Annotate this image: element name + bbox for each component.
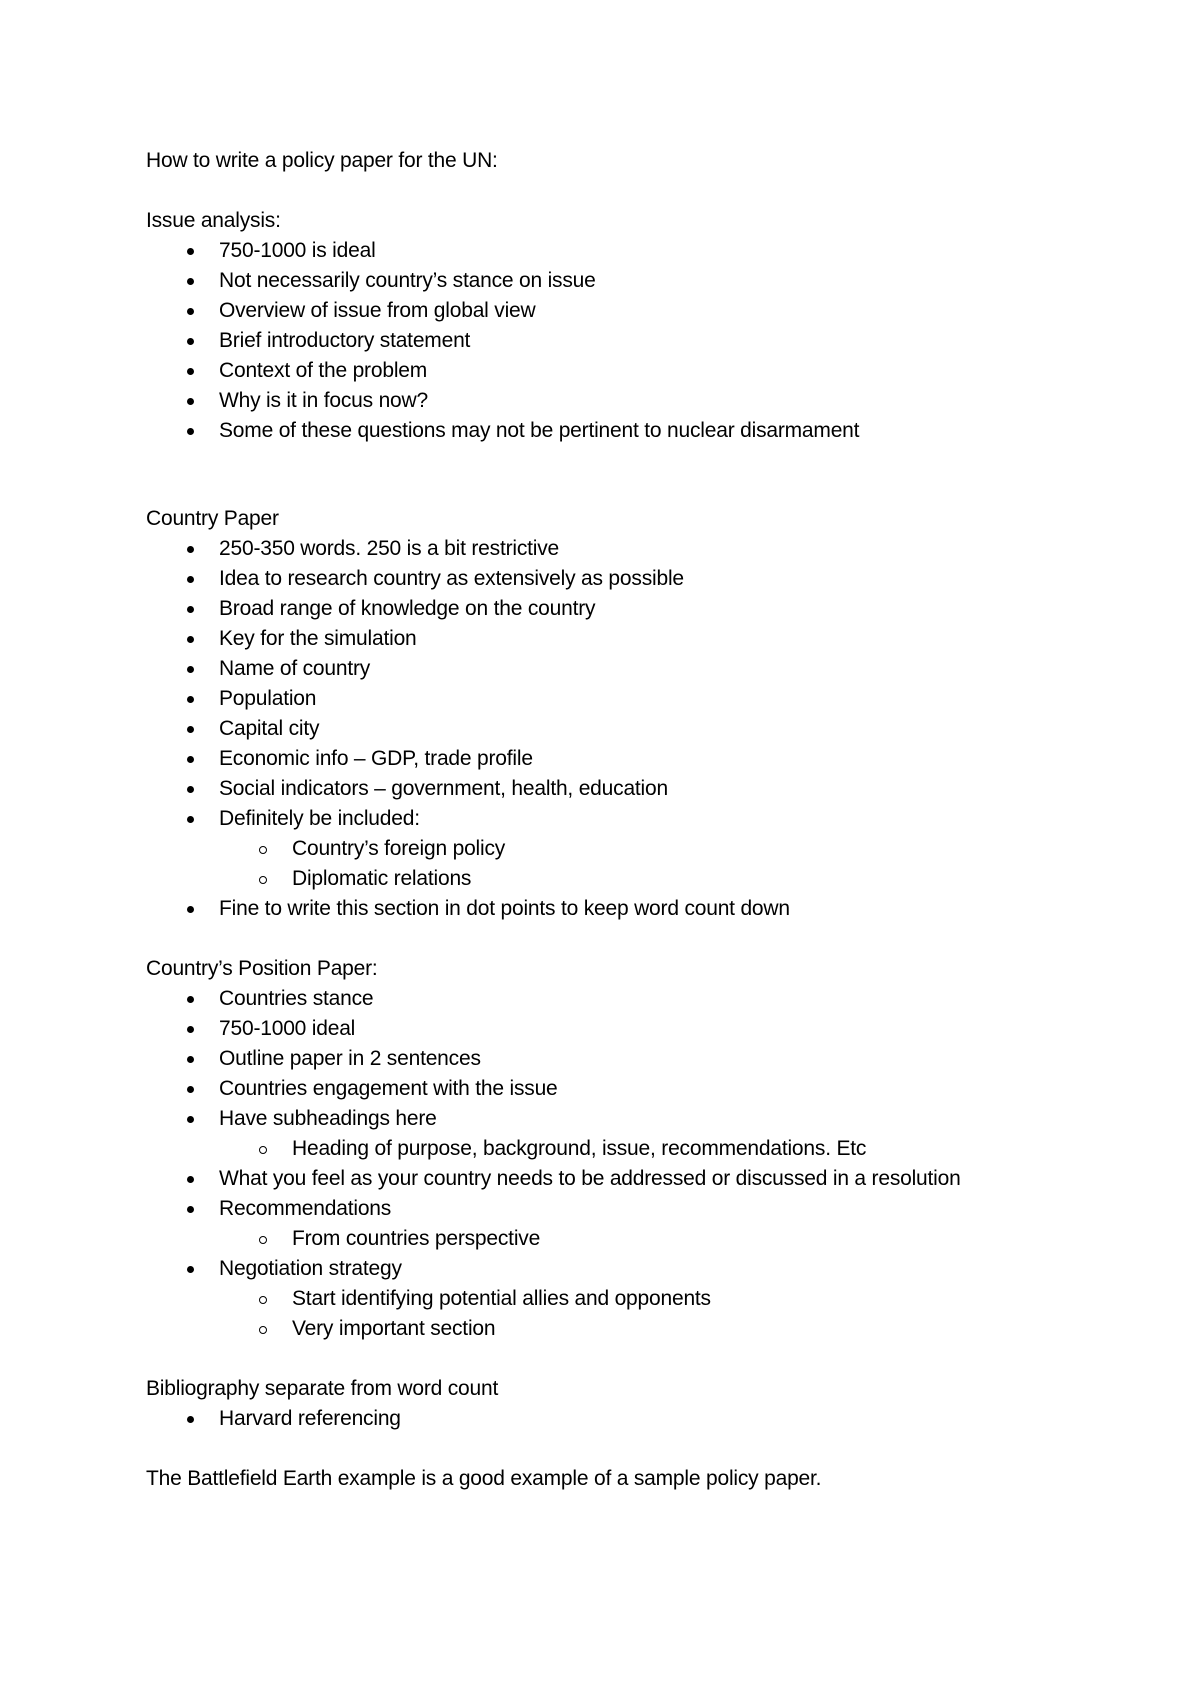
bullet-icon <box>187 1056 194 1063</box>
list-item: Economic info – GDP, trade profile <box>219 744 1106 774</box>
sub-list-item: Start identifying potential allies and opponents <box>292 1284 1106 1314</box>
bullet-icon <box>187 666 194 673</box>
spacer <box>146 1344 1106 1374</box>
list-item: 250-350 words. 250 is a bit restrictive <box>219 534 1106 564</box>
issue-analysis-list <box>146 236 1106 446</box>
list-item: Have subheadings here Heading of purpose, background, issue, recommendations. Etc <box>219 1104 1106 1164</box>
list-item: Definitely be included: Country’s foreign policy Diplomatic relations <box>219 804 1106 894</box>
list-item: Name of country <box>219 654 1106 684</box>
sub-list-item: Very important section <box>292 1314 1106 1344</box>
list-item: Harvard referencing <box>219 1404 1106 1434</box>
bullet-icon <box>187 906 194 913</box>
hollow-bullet-icon <box>259 1326 267 1334</box>
list-item: Some of these questions may not be pertinent to nuclear disarmament <box>219 416 1106 446</box>
spacer <box>146 924 1106 954</box>
list-item: Countries stance <box>219 984 1106 1014</box>
issue-analysis-heading: Issue analysis: <box>146 209 281 232</box>
list-item: 750-1000 ideal <box>219 1014 1106 1044</box>
bullet-icon <box>187 606 194 613</box>
bullet-icon <box>187 756 194 763</box>
sub-list <box>219 1284 1106 1344</box>
country-paper-heading: Country Paper <box>146 507 279 530</box>
bullet-icon <box>187 368 194 375</box>
bullet-icon <box>187 1416 194 1423</box>
bullet-icon <box>187 1206 194 1213</box>
sub-list-item: Country’s foreign policy <box>292 834 1106 864</box>
hollow-bullet-icon <box>259 1236 267 1244</box>
bibliography-list <box>146 1404 1106 1434</box>
bullet-icon <box>187 696 194 703</box>
list-item: Why is it in focus now? <box>219 386 1106 416</box>
list-item: Fine to write this section in dot points to keep word count down <box>219 894 1106 924</box>
bullet-icon <box>187 1026 194 1033</box>
bullet-icon <box>187 308 194 315</box>
bibliography-heading: Bibliography separate from word count <box>146 1377 499 1400</box>
spacer <box>146 176 1106 206</box>
list-item: Not necessarily country’s stance on issue <box>219 266 1106 296</box>
bullet-icon <box>187 726 194 733</box>
bullet-icon <box>187 546 194 553</box>
list-item: What you feel as your country needs to be addressed or discussed in a resolution <box>219 1164 1106 1194</box>
bullet-icon <box>187 996 194 1003</box>
bullet-icon <box>187 1266 194 1273</box>
closing-statement: The Battlefield Earth example is a good example of a sample policy paper. <box>146 1467 822 1490</box>
bullet-icon <box>187 1086 194 1093</box>
sub-list-item: Diplomatic relations <box>292 864 1106 894</box>
sub-list-item: Heading of purpose, background, issue, recommendations. Etc <box>292 1134 1106 1164</box>
list-item: 750-1000 is ideal <box>219 236 1106 266</box>
list-item: Idea to research country as extensively as possible <box>219 564 1106 594</box>
bullet-icon <box>187 248 194 255</box>
bullet-icon <box>187 398 194 405</box>
list-item: Countries engagement with the issue <box>219 1074 1106 1104</box>
list-item: Capital city <box>219 714 1106 744</box>
bullet-icon <box>187 338 194 345</box>
list-item: Negotiation strategy Start identifying potential allies and opponents Very important section <box>219 1254 1106 1344</box>
list-item: Key for the simulation <box>219 624 1106 654</box>
list-item: Outline paper in 2 sentences <box>219 1044 1106 1074</box>
sub-list <box>219 834 1106 894</box>
document-body <box>146 146 1106 1494</box>
bullet-icon <box>187 428 194 435</box>
bullet-icon <box>187 636 194 643</box>
sub-list <box>219 1134 1106 1164</box>
spacer <box>146 1434 1106 1464</box>
bullet-icon <box>187 278 194 285</box>
bullet-icon <box>187 816 194 823</box>
list-item: Broad range of knowledge on the country <box>219 594 1106 624</box>
hollow-bullet-icon <box>259 846 267 854</box>
position-paper-list <box>146 984 1106 1344</box>
sub-list <box>219 1224 1106 1254</box>
sub-list-item: From countries perspective <box>292 1224 1106 1254</box>
list-item: Brief introductory statement <box>219 326 1106 356</box>
bullet-icon <box>187 1116 194 1123</box>
list-item: Overview of issue from global view <box>219 296 1106 326</box>
list-item: Social indicators – government, health, education <box>219 774 1106 804</box>
bullet-icon <box>187 786 194 793</box>
position-paper-heading: Country’s Position Paper: <box>146 957 378 980</box>
list-item: Context of the problem <box>219 356 1106 386</box>
bullet-icon <box>187 1176 194 1183</box>
country-paper-list <box>146 534 1106 924</box>
hollow-bullet-icon <box>259 1296 267 1304</box>
spacer <box>146 446 1106 504</box>
hollow-bullet-icon <box>259 1146 267 1154</box>
hollow-bullet-icon <box>259 876 267 884</box>
list-item: Population <box>219 684 1106 714</box>
bullet-icon <box>187 576 194 583</box>
list-item: Recommendations From countries perspective <box>219 1194 1106 1254</box>
document-title: How to write a policy paper for the UN: <box>146 149 498 172</box>
